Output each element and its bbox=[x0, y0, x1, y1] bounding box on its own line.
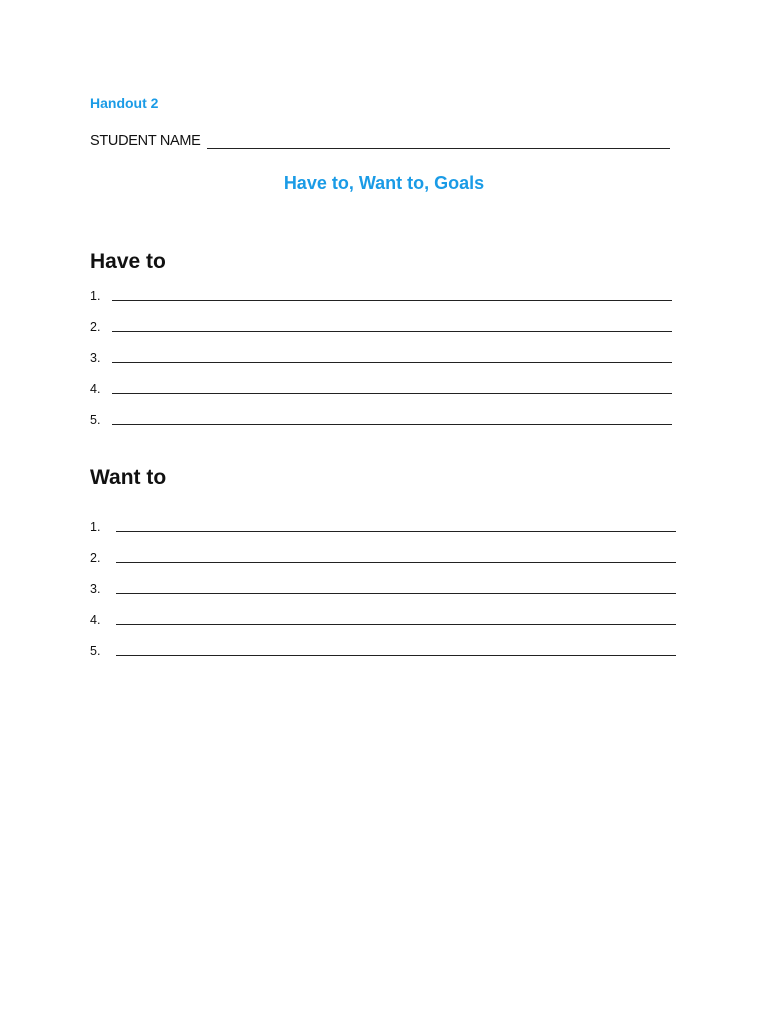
want-to-line-4[interactable] bbox=[116, 612, 676, 625]
item-number: 2. bbox=[90, 320, 101, 334]
worksheet-title: Have to, Want to, Goals bbox=[283, 173, 485, 193]
want-to-line-2[interactable] bbox=[116, 550, 676, 563]
item-number: 4. bbox=[90, 382, 101, 396]
list-item bbox=[90, 602, 676, 633]
want-to-line-3[interactable] bbox=[116, 581, 676, 594]
want-to-line-1[interactable] bbox=[116, 519, 676, 532]
want-to-line-5[interactable] bbox=[116, 643, 676, 656]
item-number: 5. bbox=[90, 413, 101, 427]
have-to-line-4[interactable] bbox=[112, 381, 672, 394]
handout-label: Handout 2 bbox=[90, 95, 159, 111]
item-number: 1. bbox=[90, 289, 101, 303]
list-item bbox=[90, 571, 676, 602]
student-name-field[interactable] bbox=[207, 134, 670, 149]
list-item bbox=[90, 540, 676, 571]
item-number: 5. bbox=[90, 644, 101, 658]
item-number: 4. bbox=[90, 613, 101, 627]
have-to-line-5[interactable] bbox=[112, 412, 672, 425]
want-to-list bbox=[90, 520, 676, 664]
item-number: 2. bbox=[90, 551, 101, 565]
list-item bbox=[90, 340, 672, 371]
have-to-list bbox=[90, 289, 672, 433]
student-name-row bbox=[90, 133, 670, 149]
item-number: 3. bbox=[90, 582, 101, 596]
have-to-line-2[interactable] bbox=[112, 319, 672, 332]
have-to-heading: Have to bbox=[90, 250, 166, 273]
list-item bbox=[90, 633, 676, 664]
list-item bbox=[90, 309, 672, 340]
list-item bbox=[90, 289, 672, 309]
item-number: 1. bbox=[90, 520, 101, 534]
have-to-line-1[interactable] bbox=[112, 288, 672, 301]
item-number: 3. bbox=[90, 351, 101, 365]
list-item bbox=[90, 402, 672, 433]
have-to-line-3[interactable] bbox=[112, 350, 672, 363]
want-to-heading: Want to bbox=[90, 466, 167, 489]
student-name-label: STUDENT NAME bbox=[90, 133, 201, 149]
list-item bbox=[90, 371, 672, 402]
list-item bbox=[90, 520, 676, 540]
